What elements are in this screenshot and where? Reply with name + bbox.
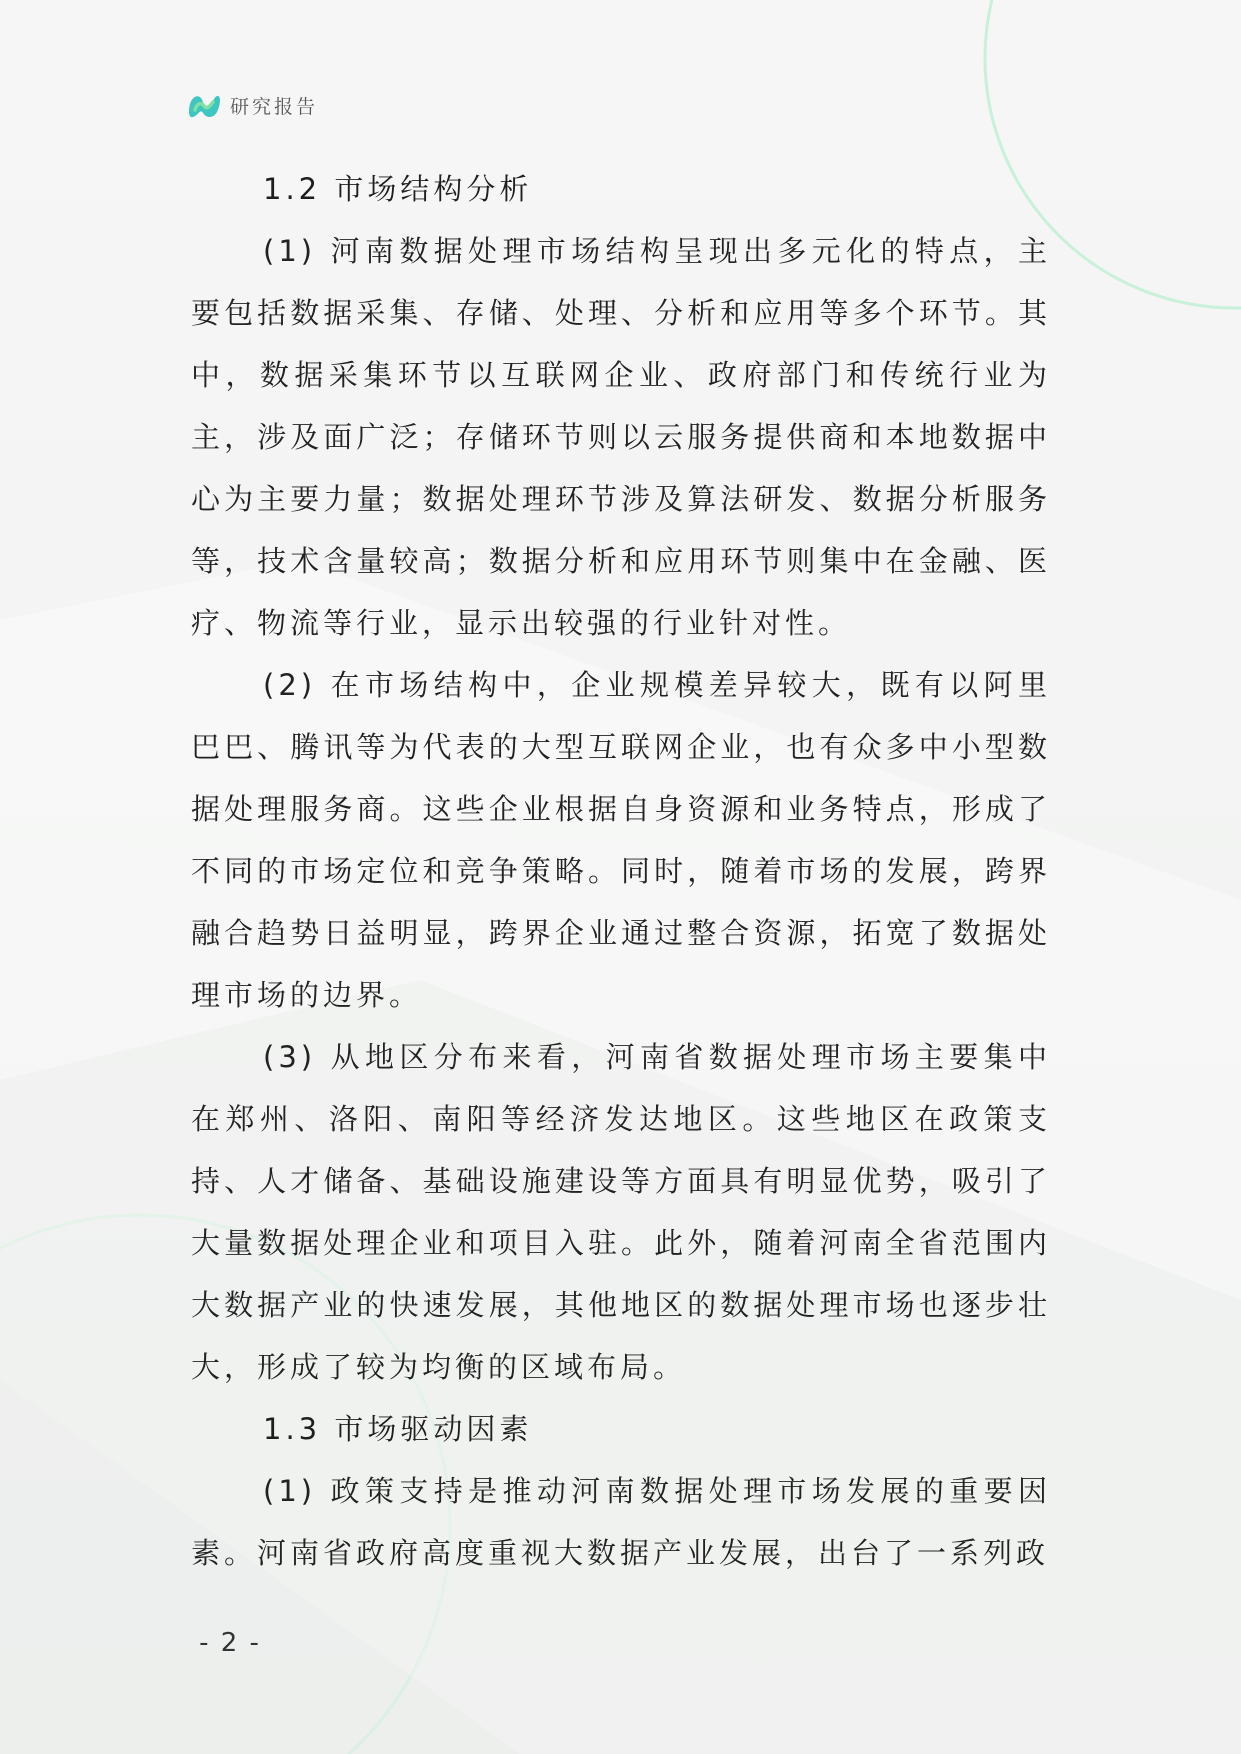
section-heading-1-2: 1.2 市场结构分析 <box>263 172 533 206</box>
paragraph-1-2-1: (1) 河南数据处理市场结构呈现出多元化的特点，主要包括数据采集、存储、处理、分析和应用等多个环节。其中，数据采集环节以互联网企业、政府部门和传统行业为主，涉及面广泛；存储环节则以云服务提供商和本地数据中心为主要力量；数据处理环节涉及算法研发、数据分析服务等，技术含量较高；数据分析和应用环节则集中在金融、医疗、物流等行业，显示出较强的行业针对性。 <box>191 234 1051 640</box>
paragraph-1-2-2: (2) 在市场结构中，企业规模差异较大，既有以阿里巴巴、腾讯等为代表的大型互联网企业，也有众多中小型数据处理服务商。这些企业根据自身资源和业务特点，形成了不同的市场定位和竞争策略。同时，随着市场的发展，跨界融合趋势日益明显，跨界企业通过整合资源，拓宽了数据处理市场的边界。 <box>191 668 1051 1012</box>
header-label: 研究报告 <box>230 95 319 118</box>
page-number: - 2 - <box>199 1628 261 1658</box>
report-header <box>186 88 318 122</box>
paragraph-1-2-3: (3) 从地区分布来看，河南省数据处理市场主要集中在郑州、洛阳、南阳等经济发达地区。这些地区在政策支持、人才储备、基础设施建设等方面具有明显优势，吸引了大量数据处理企业和项目入驻。此外，随着河南全省范围内大数据产业的快速发展，其他地区的数据处理市场也逐步壮大，形成了较为均衡的区域布局。 <box>191 1040 1051 1384</box>
document-body <box>191 158 1051 1584</box>
paragraph-1-3-1: (1) 政策支持是推动河南数据处理市场发展的重要因素。河南省政府高度重视大数据产业发展，出台了一系列政 <box>191 1474 1051 1570</box>
brand-logo-icon <box>186 88 222 122</box>
section-heading-1-3: 1.3 市场驱动因素 <box>263 1412 533 1446</box>
